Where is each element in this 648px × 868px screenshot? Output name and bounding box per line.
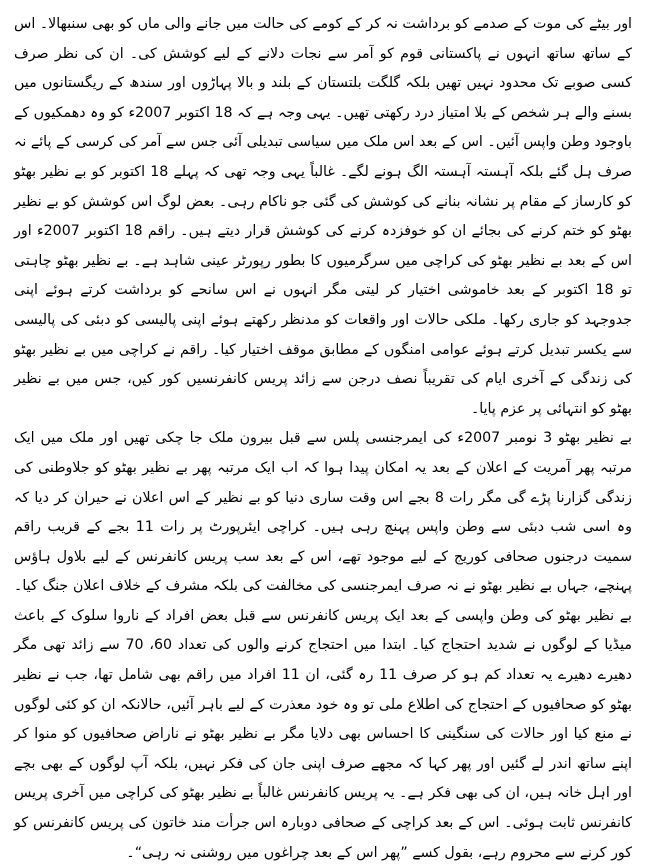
paragraph-1: اور بیٹے کی موت کے صدمے کو برداشت نہ کر کے کومے کی حالت میں جانے والی ماں کو بھی سنبھالا۔ اس کے ساتھ ساتھ انہوں نے پاکستانی قوم کو آمر سے نجات دلانے کے لیے کوشش کی۔ ان کی نظر صرف کسی صوبے تک محدود نہیں تھیں بلکہ گلگت بلتستان کے بلند و بالا پہاڑوں اور سندھ کے ریگستانوں میں بسنے والے ہر شخص کے بلا امتیاز درد رکھتی تھیں۔ یہی وجہ ہے کہ 18 اکتوبر 2007ء کو وہ دھمکیوں کے باوجود وطن واپس آئیں۔ اس کے بعد اس ملک میں سیاسی تبدیلی آئی جس سے آمر کی کرسی کے پائے نہ صرف ہل گئے بلکہ آہستہ آہستہ الگ ہونے لگے۔ غالباً یہی وجہ تھی کہ پہلے 18 اکتوبر کو بے نظیر بھٹو کو کارساز کے مقام پر نشانہ بنانے کی کوشش کی گئی جو ناکام رہی۔ بعض لوگ اس کوشش کو بے نظیر بھٹو کو ختم کرنے کی بجائے ان کو خوفزدہ کرنے کی کوشش قرار دیتے ہیں۔ راقم 18 اکتوبر 2007ء اور اس کے بعد بے نظیر بھٹو کی کراچی میں سرگرمیوں کا بطور رپورٹر عینی شاہد ہے۔ بے نظیر بھٹو چاہتی تو 18 اکتوبر کے بعد خاموشی اختیار کر لیتی مگر انہوں نے اس سانحے کو برداشت کرتے ہوئے اپنی جدوجہد کو جاری رکھا۔ ملکی حالات اور واقعات کو مدنظر رکھتے ہوئے اپنی پالیسی کو دبئی کی پالیسی سے یکسر تبدیل کرتے ہوئے عوامی امنگوں کے مطابق موقف اختیار کیا۔ راقم نے کراچی میں بے نظیر بھٹو کی زندگی کے آخری ایام کی تقریباً نصف درجن سے زائد پریس کانفرنسیں کور کیں، جس میں بے نظیر بھٹو کو انتہائی پر عزم پایا۔ [14, 16, 633, 417]
paragraph-2: بے نظیر بھٹو 3 نومبر 2007ء کی ایمرجنسی پلس سے قبل بیرون ملک جا چکی تھیں اور ملک میں ایک مرتبہ پھر آمریت کے اعلان کے بعد یہ امکان پیدا ہوا کہ اب ایک مرتبہ پھر بے نظیر بھٹو کو جلاوطنی کی زندگی گزارنا پڑے گی مگر رات 8 بجے اس وقت ساری دنیا کو بے نظیر کے اس اعلان نے حیران کر دیا کہ وہ اسی شب دبئی سے وطن واپس پہنچ رہی ہیں۔ کراچی ایئرپورٹ پر رات 11 بجے کے قریب راقم سمیت درجنوں صحافی کوریج کے لیے موجود تھے، اس کے بعد سب پریس کانفرنس کے لیے بلاول ہاؤس پہنچے، جہاں بے نظیر بھٹو نے نہ صرف ایمرجنسی کی مخالفت کی بلکہ مشرف کے خلاف اعلان جنگ کیا۔ بے نظیر بھٹو کی وطن واپسی کے بعد ایک پریس کانفرنس سے قبل بعض افراد کے ناروا سلوک کے باعث میڈیا کے لوگوں نے شدید احتجاج کیا۔ ابتدا میں احتجاج کرنے والوں کی تعداد 60، 70 سے زائد تھی مگر دھیرے دھیرے یہ تعداد کم ہو کر صرف 11 رہ گئی، ان 11 افراد میں راقم بھی شامل تھا، جب نے نظیر بھٹو کو صحافیوں کے احتجاج کی اطلاع ملی تو وہ خود معذرت کے لیے باہر آئیں، حالانکہ ان کو کئی لوگوں نے منع کیا اور حالات کی سنگینی کا احساس بھی دلایا مگر بے نظیر بھٹو نے ناراض صحافیوں کو منوا کر اپنے ساتھ اندر لے گئیں اور پھر کہا کہ مجھے صرف اپنی جان کی فکر نہیں، بلکہ آپ لوگوں کے بھی بچے اور اہل خانہ ہیں، ان کی بھی فکر ہے۔ یہ پریس کانفرنس غالباً بے نظیر بھٹو کی کراچی میں آخری پریس کانفرنس ثابت ہوئی۔ اس کے بعد کراچی کے صحافی دوبارہ اس جرأت مند خاتون کی پریس کانفرنس کو کور کرنے سے محروم رہے، بقول کسے ”پھر اس کے بعد چراغوں میں روشنی نہ رہی“۔ [14, 430, 633, 861]
